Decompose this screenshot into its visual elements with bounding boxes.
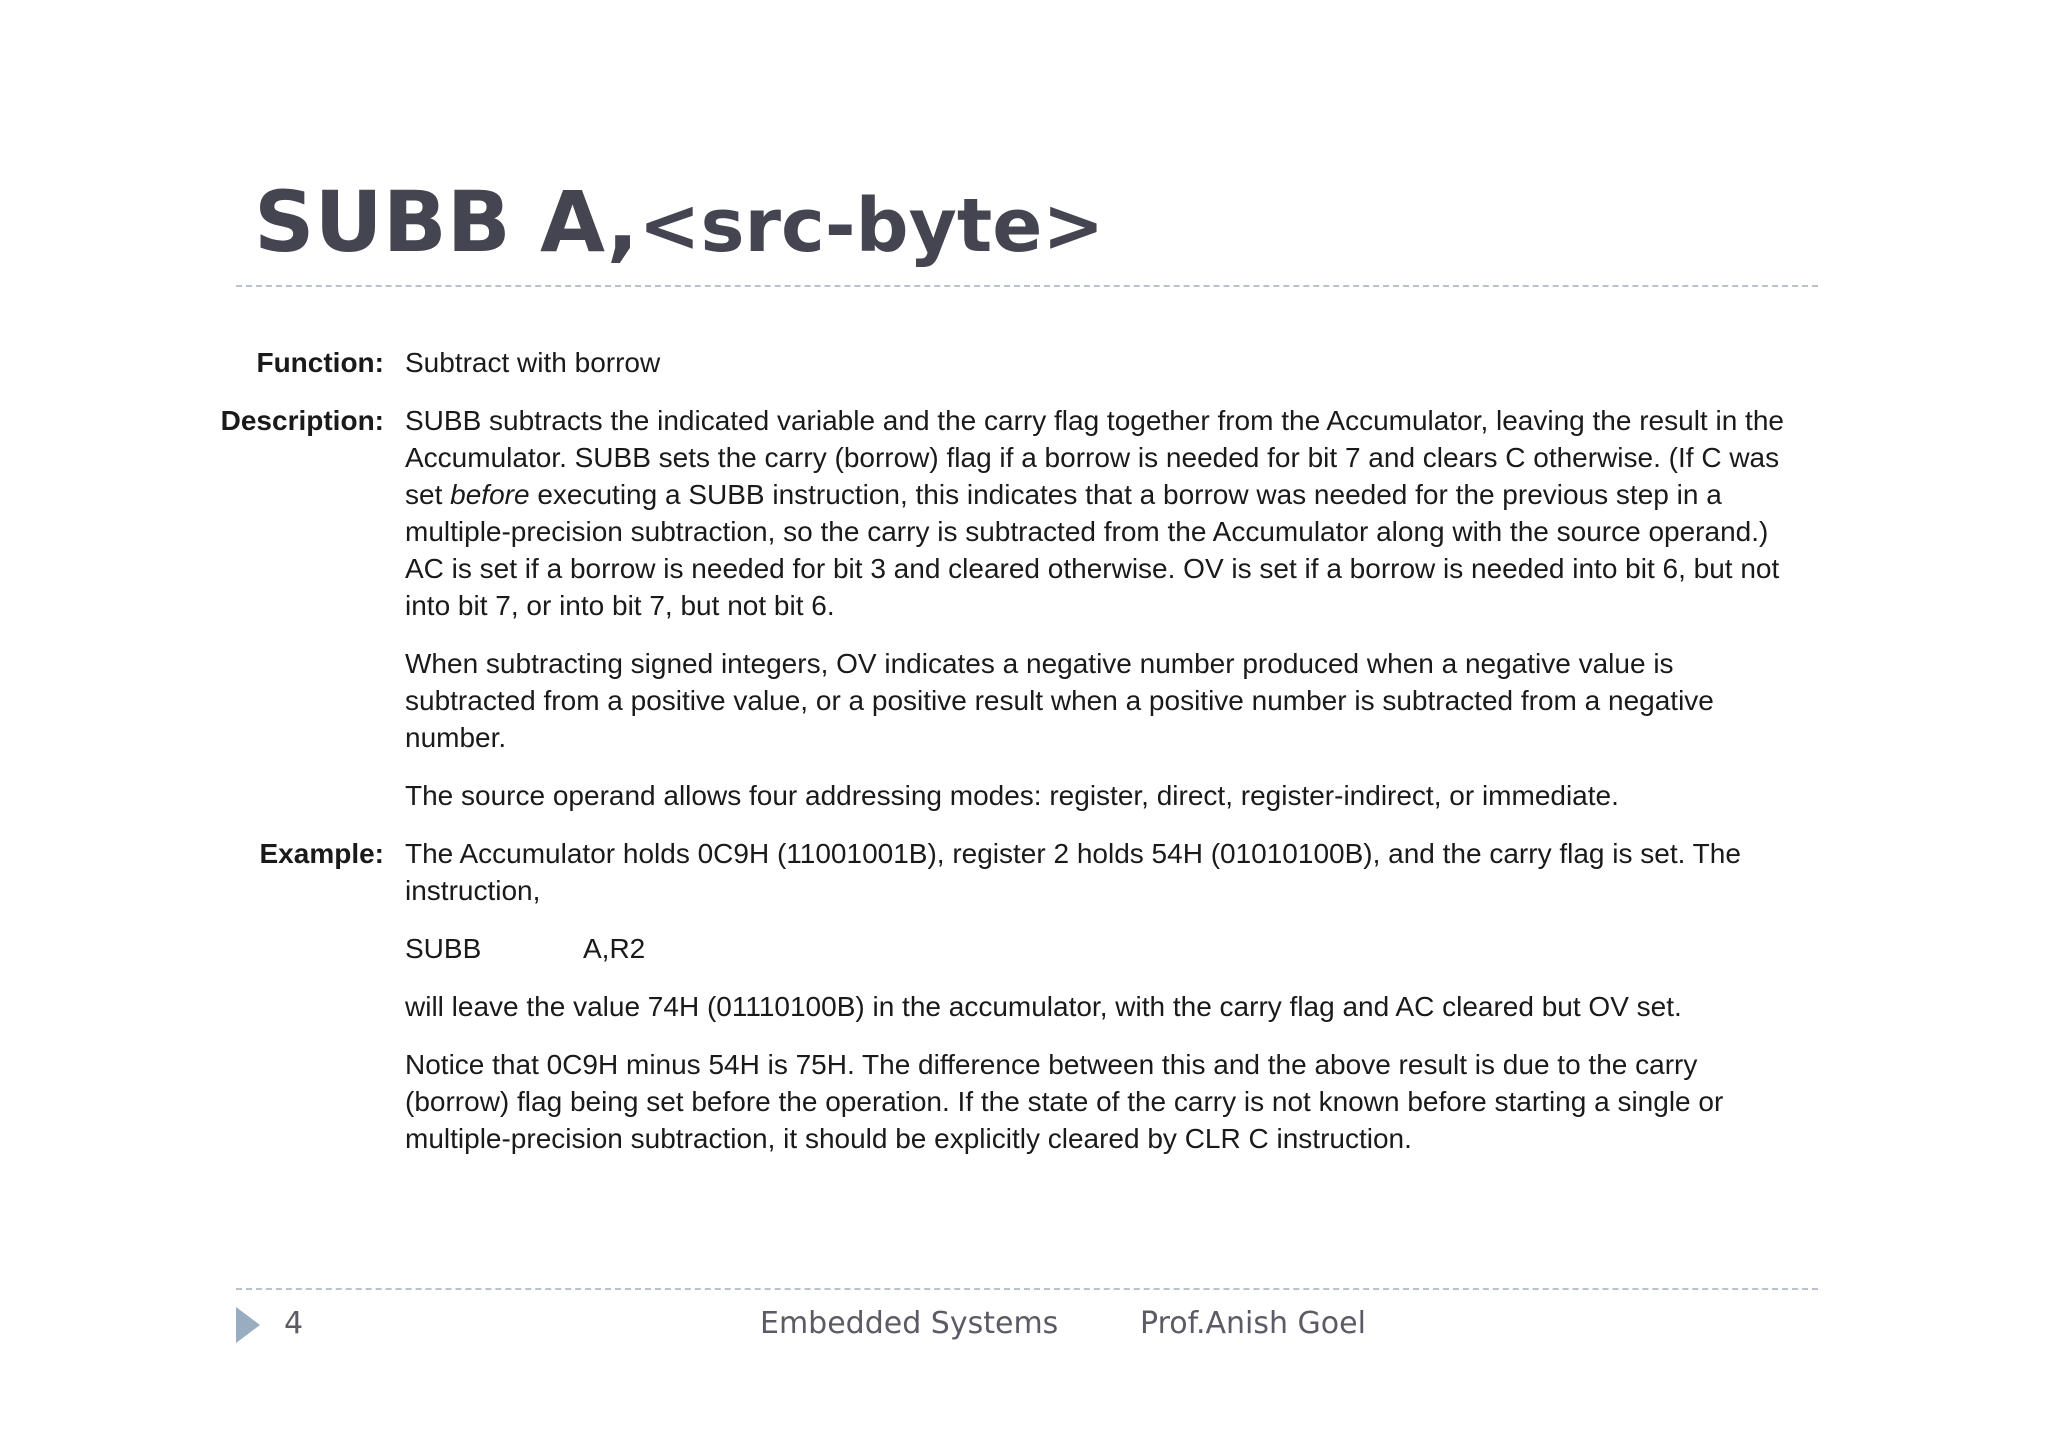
slide-title: [254, 173, 1105, 271]
function-text: Subtract with borrow: [405, 347, 661, 378]
text-line: The Accumulator holds 0C9H (11001001B), register 2 holds 54H (01010100B), and the carry flag is set. The: [405, 838, 1741, 869]
example-paragraph-1: [405, 835, 1870, 909]
code-operands: A,R2: [583, 933, 646, 964]
description-paragraph-2: [405, 645, 1870, 756]
triangle-right-icon: [236, 1307, 260, 1343]
text-line: multiple-precision subtraction, so the carry is subtracted from the Accumulator along with the source operand.): [405, 516, 1769, 547]
example-label: Example:: [259, 838, 384, 869]
example-code-line: [405, 930, 1870, 967]
function-label: Function:: [256, 347, 384, 378]
example-row: [0, 835, 2048, 1157]
page-number: 4: [284, 1306, 304, 1341]
description-row: [0, 402, 2048, 814]
title-divider: [236, 285, 1818, 287]
text-line: AC is set if a borrow is needed for bit 3 and cleared otherwise. OV is set if a borrow is needed into bit 6, but not: [405, 553, 1780, 584]
text-line: Accumulator. SUBB sets the carry (borrow) flag if a borrow is needed for bit 7 and clears C otherwise. (If C was: [405, 442, 1780, 473]
code-mnemonic: SUBB: [405, 933, 482, 964]
example-paragraph-3: [405, 1046, 1870, 1157]
text-line: subtracted from a positive value, or a positive result when a positive number is subtracted from a negative: [405, 685, 1714, 716]
instruction-content: [0, 344, 2048, 1178]
text-line: Notice that 0C9H minus 54H is 75H. The difference between this and the above result is due to the carry: [405, 1049, 1698, 1080]
description-paragraph-3: The source operand allows four addressing modes: register, direct, register-indirect, or immediate.: [405, 780, 1619, 811]
text-segment: executing a SUBB instruction, this indicates that a borrow was needed for the previous step in a: [529, 479, 1722, 510]
footer-course: Embedded Systems: [760, 1306, 1059, 1341]
function-body: [405, 344, 1870, 381]
footer-author: Prof.Anish Goel: [1140, 1306, 1366, 1341]
text-line: number.: [405, 722, 507, 753]
text-segment: set: [405, 479, 451, 510]
title-operand: <src-byte>: [638, 183, 1105, 269]
footer-divider: [236, 1288, 1818, 1290]
title-main: SUBB A,: [254, 173, 639, 271]
example-body: [405, 835, 1870, 1157]
text-line: SUBB subtracts the indicated variable and the carry flag together from the Accumulator, leaving the result in the: [405, 405, 1784, 436]
text-line: multiple-precision subtraction, it should be explicitly cleared by CLR C instruction.: [405, 1123, 1412, 1154]
description-body: [405, 402, 1870, 814]
example-paragraph-2: will leave the value 74H (01110100B) in the accumulator, with the carry flag and AC cleared but OV set.: [405, 991, 1682, 1022]
slide-footer: [0, 1300, 2048, 1348]
function-row: [0, 344, 2048, 381]
text-line: into bit 7, or into bit 7, but not bit 6.: [405, 590, 835, 621]
text-line: When subtracting signed integers, OV indicates a negative number produced when a negative value is: [405, 648, 1674, 679]
text-line: instruction,: [405, 875, 541, 906]
description-paragraph-1: [405, 402, 1870, 624]
text-line: (borrow) flag being set before the operation. If the state of the carry is not known before starting a single or: [405, 1086, 1724, 1117]
emphasis-before: before: [450, 479, 530, 510]
text-line: [405, 476, 1870, 513]
description-label: Description:: [220, 405, 384, 436]
